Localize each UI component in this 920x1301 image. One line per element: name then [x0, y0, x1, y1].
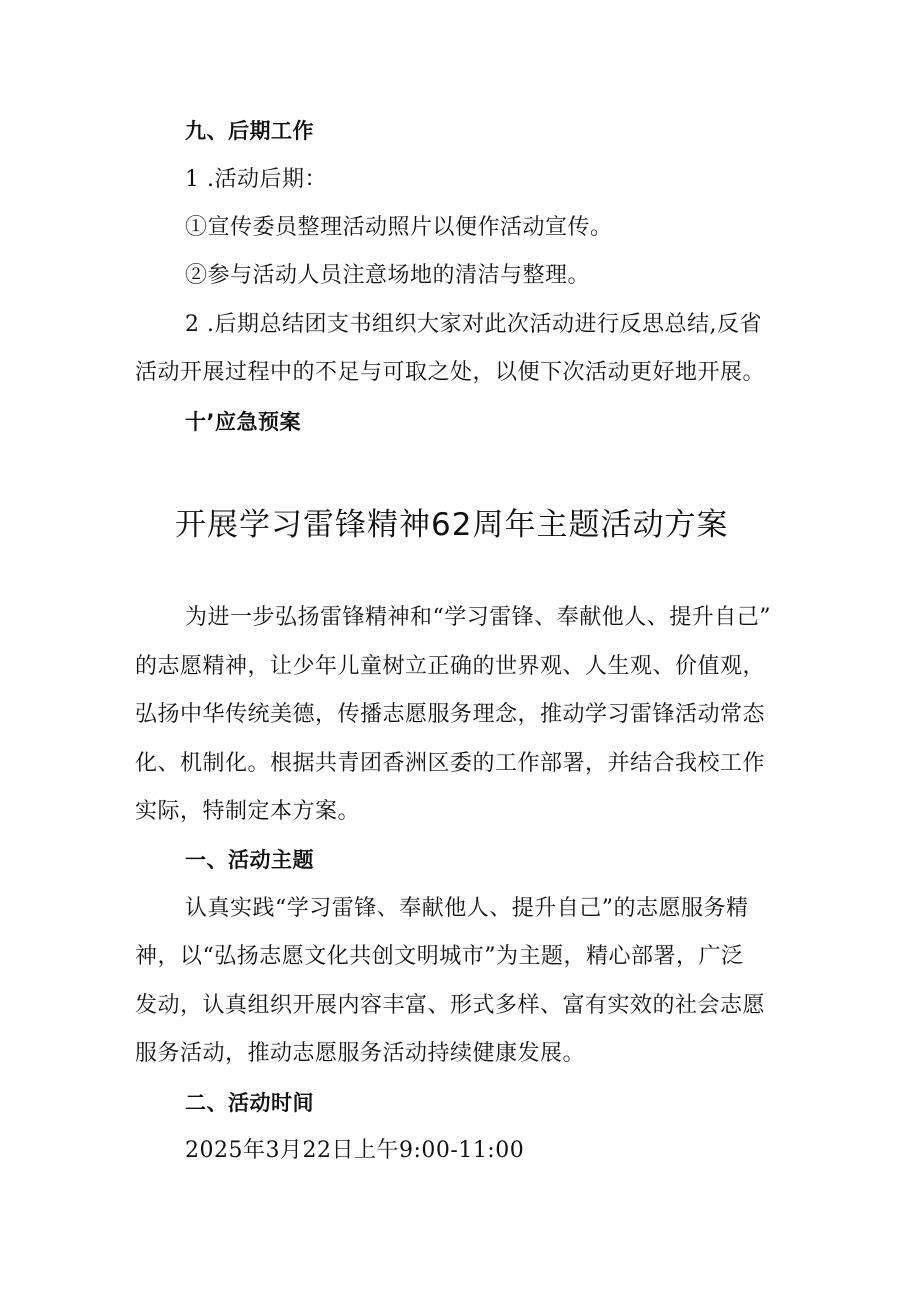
section-1-line: 发动，认真组织开展内容丰富、形式多样、富有实效的社会志愿	[135, 993, 766, 1018]
item-2-line-2: 活动开展过程中的不足与可取之处，以便下次活动更好地开展。	[135, 360, 766, 385]
intro-line: 的志愿精神，让少年儿童树立正确的世界观、人生观、价值观，	[135, 654, 766, 679]
item-2-line-1: 2 .后期总结团支书组织大家对此次活动进行反思总结,反省	[185, 312, 762, 337]
item-1-label: 1 .活动后期：	[185, 167, 327, 192]
section-heading-10: 十’应急预案	[185, 410, 301, 434]
section-heading-1: 一、活动主题	[185, 848, 314, 872]
document-title: 开展学习雷锋精神62周年主题活动方案	[175, 507, 729, 543]
intro-line: 为进一步弘扬雷锋精神和“学习雷锋、奉献他人、提升自己”	[185, 605, 771, 630]
section-heading-2: 二、活动时间	[185, 1091, 314, 1115]
intro-line: 弘扬中华传统美德，传播志愿服务理念，推动学习雷锋活动常态	[135, 702, 766, 727]
activity-time: 2025年3月22日上午9:00-11:00	[185, 1138, 525, 1163]
item-1-a: ①宣传委员整理活动照片以便作活动宣传。	[185, 215, 613, 240]
section-1-line: 服务活动，推动志愿服务活动持续健康发展。	[135, 1041, 586, 1066]
section-heading-9: 九、后期工作	[185, 119, 314, 143]
item-1-b: ②参与活动人员注意场地的清洁与整理。	[185, 263, 591, 288]
section-1-line: 神，以“弘扬志愿文化共创文明城市”为主题，精心部署，广泛	[135, 944, 744, 969]
section-1-line: 认真实践“学习雷锋、奉献他人、提升自己”的志愿服务精	[185, 896, 749, 921]
intro-line: 实际，特制定本方案。	[135, 799, 361, 824]
intro-line: 化、机制化。根据共青团香洲区委的工作部署，并结合我校工作	[135, 751, 766, 776]
